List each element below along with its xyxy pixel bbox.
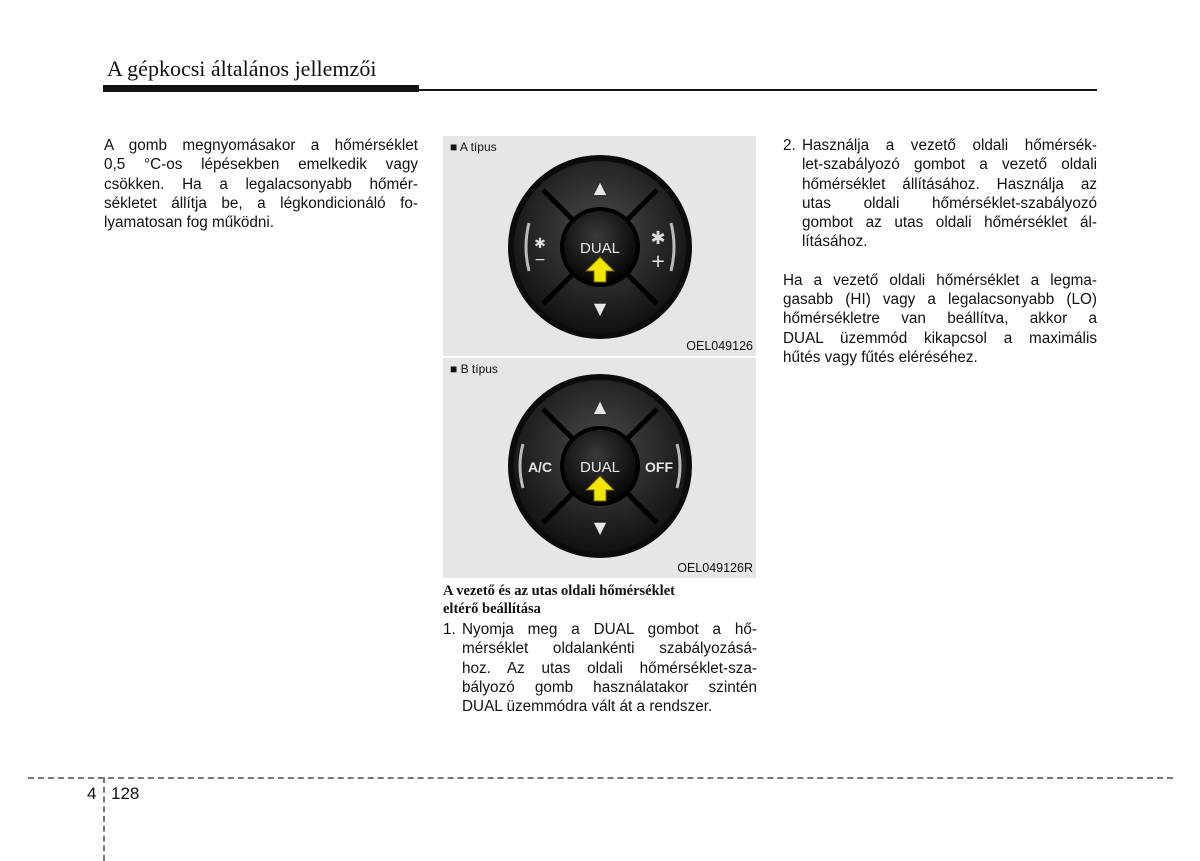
- figure-label-a: ■ A típus: [450, 140, 497, 154]
- text-line: Nyomja meg a DUAL gombot a hő-: [462, 621, 757, 638]
- footer-dashed-divider: [103, 777, 105, 861]
- header-rule-thin: [419, 89, 1097, 91]
- ac-label: A/C: [527, 459, 553, 475]
- up-arrow-icon: ▲: [593, 178, 607, 197]
- figure-label-b: ■ B típus: [450, 362, 498, 376]
- dual-button-label: DUAL: [579, 240, 621, 257]
- text-line: hőmérséklet állításához. Használja az: [802, 175, 1097, 193]
- off-label: OFF: [645, 459, 673, 475]
- page-number: 128: [111, 784, 140, 803]
- figure-type-a: [443, 136, 756, 356]
- item-number: 1.: [443, 621, 456, 638]
- plus-label: +: [650, 251, 666, 272]
- section-heading: [443, 582, 757, 618]
- item-number: 2.: [783, 137, 796, 154]
- text-line: utas oldali hőmérséklet-szabályozó: [802, 194, 1097, 212]
- heading-line: eltérő beállítása: [443, 601, 541, 617]
- right-column-text: [783, 136, 1097, 367]
- dual-control-illustration-a: [443, 136, 756, 356]
- dual-control-illustration-b: [443, 358, 756, 578]
- text-line: lyamatosan fog működni.: [104, 214, 275, 232]
- down-arrow-icon: ▼: [593, 299, 607, 318]
- text-line: mérséklet oldalankénti szabályozásá-: [462, 640, 757, 658]
- text-line: bályozó gomb használatakor szintén: [462, 678, 757, 696]
- text-line: DUAL üzemmódra vált át a rendszer.: [462, 698, 713, 716]
- list-item-1: [443, 620, 757, 716]
- svg-text:✱: ✱: [534, 236, 546, 252]
- text-line: Használja a vezető oldali hőmérsék-: [802, 137, 1097, 154]
- up-arrow-icon: ▲: [593, 397, 607, 416]
- header-rule-thick: [103, 85, 419, 92]
- text-line: 0,5 °C-os lépésekben emelkedik vagy: [104, 156, 418, 174]
- info-paragraph: [783, 271, 1097, 367]
- figure-type-b: [443, 358, 756, 578]
- text-line: Ha a vezető oldali hőmérséklet a legma-: [783, 271, 1097, 289]
- list-item-2: [783, 136, 1097, 252]
- page-header-title: A gépkocsi általános jellemzői: [107, 56, 377, 81]
- middle-column-text: [443, 582, 757, 716]
- down-arrow-icon: ▼: [593, 518, 607, 537]
- text-line: hoz. Az utas oldali hőmérséklet-sza-: [462, 659, 757, 677]
- text-line: csökken. Ha a legalacsonyabb hőmér-: [104, 175, 418, 193]
- text-line: let-szabályozó gombot a vezető oldali: [802, 156, 1097, 174]
- dual-button-label: DUAL: [579, 459, 621, 476]
- text-line: gombot az utas oldali hőmérséklet ál-: [802, 214, 1097, 232]
- figure-code-a: OEL049126: [686, 339, 753, 353]
- text-line: A gomb megnyomásakor a hőmérséklet: [104, 137, 418, 154]
- minus-label: −: [534, 252, 546, 268]
- heading-line: A vezető és az utas oldali hőmérséklet: [443, 583, 675, 599]
- text-line: sékletet állítja be, a légkondicionáló fo-: [104, 194, 418, 212]
- chapter-number: 4: [87, 784, 97, 803]
- text-line: lításához.: [802, 233, 868, 251]
- svg-text:✱: ✱: [650, 228, 666, 249]
- text-line: DUAL üzemmód kikapcsol a maximális: [783, 329, 1097, 347]
- text-line: gasabb (HI) vagy a legalacsonyabb (LO): [783, 291, 1097, 309]
- left-column-text: [104, 136, 418, 232]
- text-line: hűtés vagy fűtés eléréséhez.: [783, 348, 978, 366]
- text-line: hőmérsékletre van beállítva, akkor a: [783, 310, 1097, 328]
- figure-code-b: OEL049126R: [677, 561, 753, 575]
- footer-dashed-rule: [28, 777, 1173, 779]
